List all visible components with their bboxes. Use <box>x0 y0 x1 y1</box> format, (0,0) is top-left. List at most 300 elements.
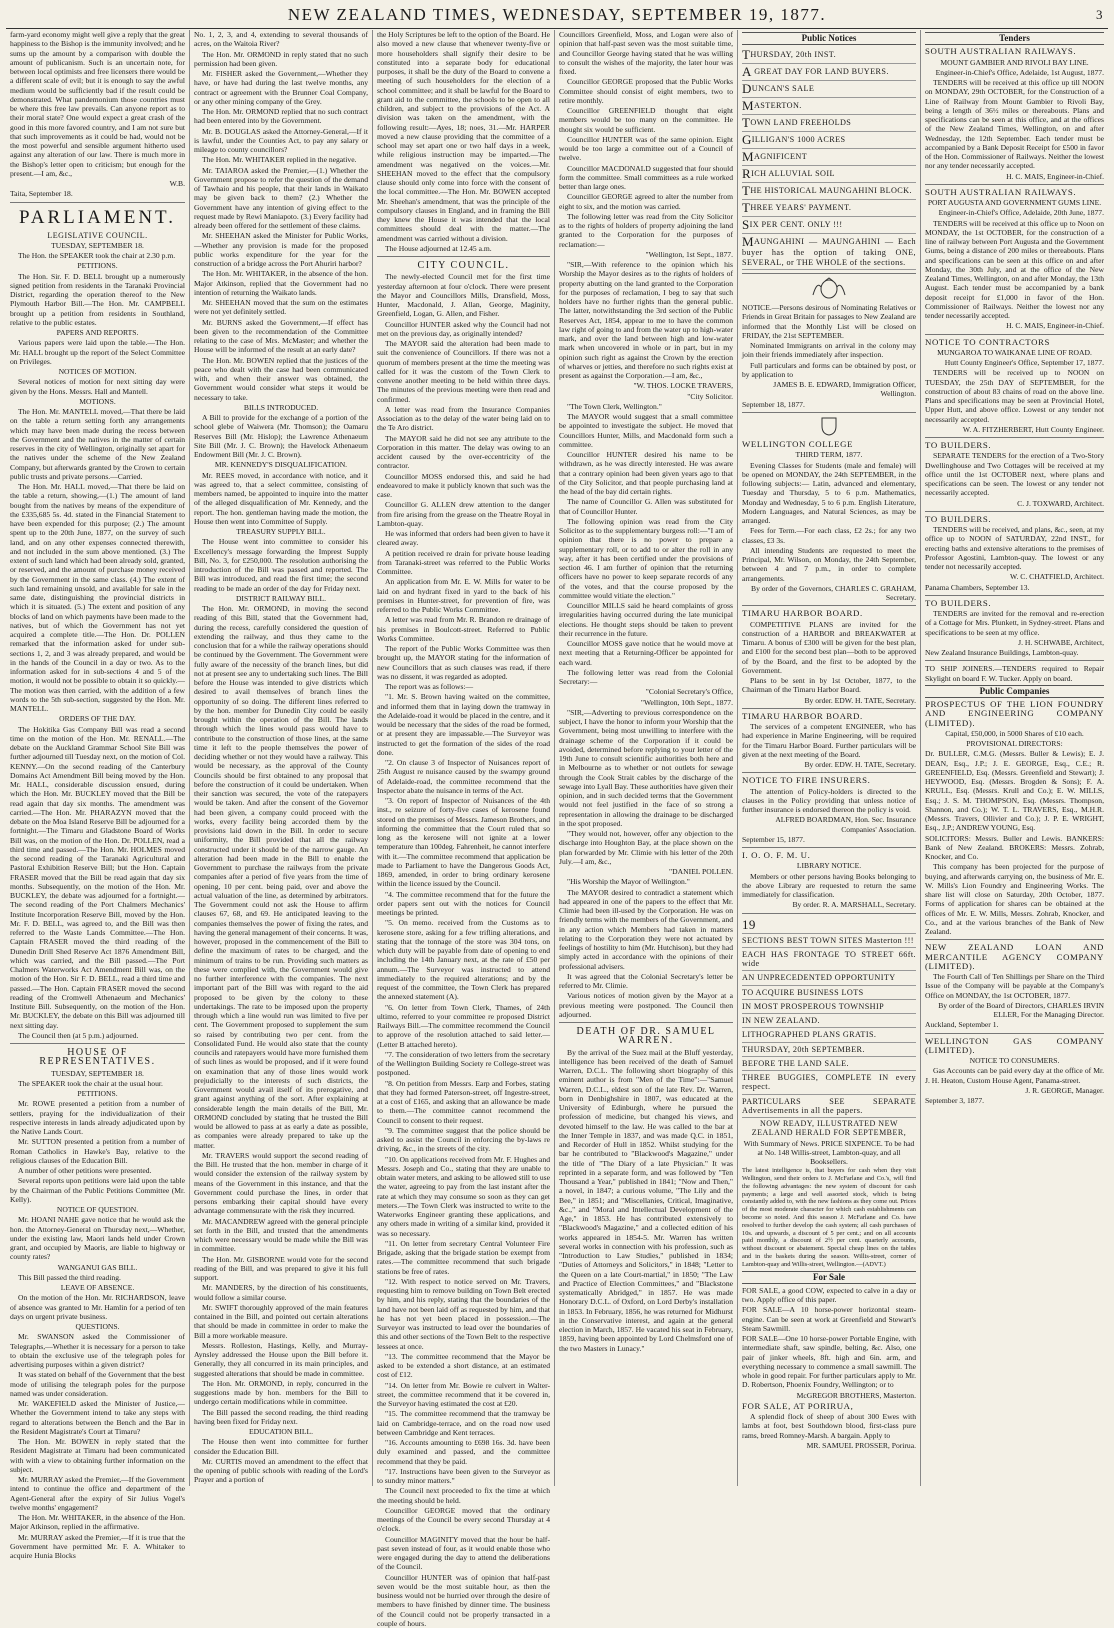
paragraph: Full particulars and forms can be obtained by post, or by application to <box>742 361 916 380</box>
lc-title: LEGISLATIVE COUNCIL. <box>10 231 185 240</box>
prospectus-directors: Dr. BULLER, C.M.G. (Messrs. Buller & Lewis); E. J. DEAN, Esq., J.P.; J. E. GEORGE, Esq., C.E.; R. GREENFIELD, Esq. (Messrs. Greenfield and Stewart); J. HEYWOOD, Esq. (Messrs. Brogden & Sons); F. A. KRULL, Esq. (Messrs. Krull and Co.); E. W. MILLS, Esq.; J. S. M. THOMPSON, Esq. (Messrs. Thompson, Shannon, and Co.); W. T. L. TRAVERS, Esq., M.H.R. (Messrs. Travers, Ollivier and Co.); J. P. E. WRIGHT, Esq., J.P.; ANDREW YOUNG, Esq. <box>925 749 1104 832</box>
column-5 <box>737 30 920 1486</box>
date: September 18, 1877. <box>742 400 916 409</box>
signature: By order of the Governors, CHARLES C. GRAHAM, Secretary. <box>742 584 916 603</box>
fire-head: NOTICE TO FIRE INSURERS. <box>742 776 916 785</box>
masthead-title: NEW ZEALAND TIMES, WEDNESDAY, SEPTEMBER 19, 1877. <box>288 5 826 24</box>
paragraph: The report was as follows:— <box>377 682 550 691</box>
acrostic-text: ICH ALLUVIAL SOIL <box>751 169 835 178</box>
paragraph: "SIR,—With reference to the opinion which his Worship the Mayor desires as to the rights of holders of property abutting on the land granted to the Corporation for the purposes of reclamation, I beg to say that such holders have no further rights than the general public. The latter, notwithstanding the 3rd section of the Public Reserves Act, 1854, appear to me to have the common law right of going to and from the water up to high-water mark, and over the land between high and low-water mark when uncovered in whole or in part, but in my opinion such right as against the Crown by the erection of wharves or jetties, and therefore no such rights exist at present as against the Corporation.—I am, &c., <box>559 260 733 380</box>
letter-body: farm-yard economy might well give a reply that the great happiness to the Bishop is the immunity involved; and he sums up the amount by a comparison with double the amount of publicanism. Such is an uncertain note, for between local optimists and free licensers there would be a different scale of evil; but it is enough to say the awful medium would be sufficiently bad if the result could be demonstrated. What pandemonium those countries must be where this free law prevails. Can anyone report as to their moral state? One would expect a great crash of the good in this more favored country, and I am not sure but that such improvements as it could be had, would not be the most powerful and sensible argument hitherto used against any alteration of our law. There is much more in the Bishop's letter open to criticism; but enough for the present.—I am, &c., <box>10 30 185 178</box>
sections-line: EACH HAS FRONTAGE TO STREET 66ft. wide <box>742 948 916 972</box>
paragraph: An application from Mr. E. W. Mills for water to be laid on and hydrant fixed in yard to the back of his premises in Hunter-street, for prevention of fire, was referred to the Public Works Committee. <box>377 577 550 614</box>
subhead: EDUCATION BILL. <box>194 1427 368 1436</box>
paragraph: The MAYOR said the alteration had been made to suit the convenience of Councillors. If there was not a quorum of members present at the time the meeting was called for it was the custom of the Town Clerk to convene another meeting to be held within three days. The minutes of the previous meeting were then read and confirmed. <box>377 339 550 404</box>
paragraph: "13. The committee recommend that the Mayor be asked to be extended a short distance, at an estimated cost of £12. <box>377 1352 550 1380</box>
paragraph: Councillor MOSS gave notice that he would move at next meeting that a Returning-Officer be appointed for each ward. <box>559 639 733 667</box>
immigration-notice-head: NOTICE.—Persons desirous of Nominating Relatives or Friends in Great Britain for passages to New Zealand are informed that the Monthly List will be closed on FRIDAY, the 21st SEPTEMBER. <box>742 303 916 340</box>
divider <box>925 184 1104 185</box>
parliament-title: PARLIAMENT. <box>10 207 185 229</box>
paragraph: Nominated Immigrants on arrival in the colony may join their friends immediately after inspection. <box>742 341 916 360</box>
prospectus-directors-head: PROVISIONAL DIRECTORS: <box>925 739 1104 748</box>
masthead <box>6 4 1108 29</box>
tender-from: Engineer-in-Chief's Office, Adelaide, 1st August, 1877. <box>925 68 1104 77</box>
subhead: BILLS INTRODUCED. <box>194 403 368 412</box>
acrostic-line <box>742 64 916 81</box>
lc-date: TUESDAY, SEPTEMBER 18. <box>10 241 185 250</box>
paragraph: The name of Councillor G. Allen was substituted for that of Councillor Hunter. <box>559 497 733 516</box>
paragraph: Several reports upon petitions were laid upon the table by the Chairman of the Public Petitions Committee (Mr. Kelly). <box>10 1176 185 1204</box>
for-sale-item: FOR SALE—One 10 horse-power Portable Engine, with intermediate shaft, saw spindle, belting, &c. Also, one pair of jinker wheels, 8ft. high and 6in. arm, and everything necessary to commence a small sawmill. The whole in good repair. For further particulars apply to Mr. D. Robertson, Phoenix Foundry, Wellington; or to <box>742 1334 916 1390</box>
acrostic-text: GREAT DAY FOR LAND BUYERS. <box>752 67 889 76</box>
paragraph: "SIR,—Adverting to previous correspondence on the subject, I have the honor to inform your Worship that the Government, being most unwilling to interfere with the drainage scheme of the Corporation if it could be avoided, determined before replying to your letter of the 19th June to consult scientific authorities both here and in Melbourne as to whether or not outlets for sewage through the Cook Strait cables by the discharge of the sewage into Lyall Bay. These authorities have given their opinion, and in such decided terms that the Government would not feel justified in the face of so strong a representation in allowing the drainage to be discharged in the spot proposed. <box>559 708 733 828</box>
paragraph: The following letter was read from the City Solicitor as to the rights of holders of property adjoining the land granted to the Corporation for the purposes of reclamation:— <box>559 212 733 249</box>
signature: ALFRED BOARDMAN, Hon. Sec. Insurance Companies' Association. <box>742 815 916 834</box>
paragraph: TENDERS will be received at this office up till NOON on MONDAY, 29th OCTOBER, for the Construction of a Line of Railway from Mount Gambier to Rivoli Bay, being a length of 36½ miles or thereabouts. Plans and specifications can be seen at this office, and at the offices of the New Zealand Times, Wellington, on and after Wednesday, the 12th September. Each tender must be accompanied by a Bank Deposit Receipt for £500 in favor of the Hon. Commissioner of Railways. Neither the lowest nor any tender necessarily accepted. <box>925 78 1104 171</box>
signature: McGREGOR BROTHERS, Masterton. <box>742 1391 916 1400</box>
paragraph: The attention of Policy-holders is directed to the clauses in the Policy providing that unless notice of further insurance is endorsed thereon the policy is void. <box>742 787 916 815</box>
paragraph: "Colonial Secretary's Office, <box>559 687 733 696</box>
paragraph: Evening Classes for Students (male and female) will be opened on MONDAY, the 24th SEPTEMBER, in the following subjects:— Latin, advanced and elementary, Tuesday and Thursday, 5 to 6 p.m. Mathematics, Monday and Wednesday, 5 to 6 p.m. English Literature, Modern Languages, and Natural Sciences, as may be arranged. <box>742 461 916 526</box>
signature: JAMES B. E. EDWARD, Immigration Officer, Wellington. <box>742 380 916 399</box>
paragraph: The House went into committee to consider his Excellency's message forwarding the Imprest Supply Bill, No. 3, for £250,000. The resolution authorising the introduction of the Bill was passed and reported. The Bill was introduced, and read the first time; the second reading to be made an order of the day for Friday next. <box>194 537 368 593</box>
signature: C. J. TOXWARD, Architect. <box>925 499 1104 508</box>
tender-from: Engineer-in-Chief's Office, Adelaide, 20th June, 1877. <box>925 208 1104 217</box>
paragraph: The Hon. Sir. F. D. BELL brought up a numerously signed petition from residents in the Taranaki Provincial District, regarding the operation thereof to the New Plymouth Harbor Bill.—The Hon. Mr. CAMPBELL brought up a petition from residents in Southland, relative to the public estates. <box>10 272 185 328</box>
paragraph: "Wellington, 10th Sept., 1877. <box>559 698 733 707</box>
acrostic-text: HE HISTORICAL MAUNGAHINI BLOCK. <box>750 186 912 195</box>
paragraph: Fees for Term.—For each class, £2 2s.; for any two classes, £3 3s. <box>742 526 916 545</box>
illustrated-body: With Summary of News. PRICE SIXPENCE. To be had at No. 148 Willis-street, Lambton-quay, and all Booksellers. <box>742 1139 916 1167</box>
paragraph: The Council next proceeded to fix the time at which the meeting should be held. <box>377 1486 550 1505</box>
college-sub: THIRD TERM, 1877. <box>742 450 916 459</box>
signature: J. R. GEORGE, Manager. <box>925 1086 1104 1095</box>
paragraph: Mr. CURTIS moved an amendment to the effect that the opening of public schools with reading of the Lord's Prayer and a portion of <box>194 1457 368 1485</box>
paragraph: "4. The committee recommend that for the future the order papers sent out with the notices for Council meetings be printed. <box>377 890 550 918</box>
signature: W. C. CHATFIELD, Architect. <box>925 572 1104 581</box>
acrostic-text: ASTERTON. <box>754 101 802 110</box>
acrostic-line <box>742 183 916 200</box>
paragraph: The Hon. Mr. WHITAKER, in the absence of the Hon. Major Atkinson, replied in the affirmative. <box>10 1513 185 1532</box>
signature: W. A. FITZHERBERT, Hutt County Engineer. <box>925 425 1104 434</box>
acrostic-text: HURSDAY, 20th INST. <box>750 50 836 59</box>
paragraph: He was informed that orders had been given to have it cleared away. <box>377 529 550 548</box>
paragraph: Councillor MOSS endorsed this, and said he had endeavored to make it publicly known that such was the case. <box>377 472 550 500</box>
columns <box>6 30 1108 1486</box>
signature: By order of the Board of Directors, CHARLES IRVIN ELLER, For the Managing Director. <box>925 1001 1104 1020</box>
paragraph: The Council then (at 5 p.m.) adjourned. <box>10 1031 185 1040</box>
death-title: DEATH OF DR. SAMUEL WARREN. <box>559 1027 733 1046</box>
divider <box>742 708 916 709</box>
paragraph: Mr. MANDERS, by the direction of his constituents, would follow a similar course. <box>194 1283 368 1302</box>
paragraph: "9. The committee suggest that the police should be asked to assist the Council in enforcing the by-laws re driving, &c., in the streets of the city. <box>377 1126 550 1154</box>
paragraph: Councillor GEORGE moved that the ordinary meetings of the Council be every second Thursday at 4 o'clock. <box>377 1506 550 1534</box>
paragraph: Mr. TAIAROA asked the Premier,—(1.) Whether the Government propose to refer the question of the demand of Tawhaio and his people, that their lands in Waikato may be given back to them? (2.) Whether the Government have any intention of giving effect to the request made by Rewi Maniapoto. (3.) Every facility had already been offered for the settlement of these claims. <box>194 166 368 231</box>
acrostic-letter: M <box>742 149 754 164</box>
sections-line: THREE BUGGIES, COMPLETE IN every respect. <box>742 1071 916 1095</box>
acrostic-line <box>742 217 916 234</box>
hr-date: TUESDAY, SEPTEMBER 18. <box>10 1069 185 1078</box>
sections-line: IN MOST PROSPEROUS TOWNSHIP <box>742 1000 916 1014</box>
acrostic-line <box>742 166 916 183</box>
divider <box>925 437 1104 438</box>
paragraph: TENDERS will be received up to NOON on TUESDAY, the 25th DAY of SEPTEMBER, for the construction of about 83 chains of road on the above line. Plans and specifications may be seen at Provincial Hotel, Upper Hutt, and above office. Lowest or any tender not necessarily accepted. <box>925 368 1104 424</box>
for-sale-item: FOR SALE—A 10 horse-power horizontal steam-engine. Can be seen at work at Greenfield and Stewart's Steam Sawmill. <box>742 1305 916 1333</box>
paragraph: TENDERS will be received at this office up to Noon on MONDAY, the 1st OCTOBER, for the construction of a line of railway between Port Augusta and the Government Gums, being a distance of 200 miles or thereabouts. Plans and specifications can be seen at this office on and after Monday, the 30th July, and at the office of the New Zealand Times, Wellington, on and after Monday, the 13th August. Each tender must be accompanied by a bank deposit receipt for £1,000 in favor of the Hon. Commissioner of Railways. Neither the lowest nor any tender necessarily accepted. <box>925 219 1104 321</box>
sections-list <box>742 934 916 1119</box>
paragraph: "7. The consideration of two letters from the secretary of the Wellington Building Society re College-street was postponed. <box>377 1050 550 1078</box>
library-head: LIBRARY NOTICE. <box>742 861 916 870</box>
date: September 3, 1877. <box>925 1096 1104 1105</box>
sections-line: TO ACQUIRE BUSINESS LOTS <box>742 986 916 1000</box>
acrostic-text: IX PER CENT. ONLY !!! <box>750 220 843 229</box>
paragraph: The Hon. Mr. ORMOND, in reply, concurred in the suggestions made by hon. members for the Bill to undergo certain modifications while in committee. <box>194 1379 368 1407</box>
paragraph: The Hon. Mr. GISBORNE would vote for the second reading of the Bill, and was prepared to give it his full support. <box>194 1255 368 1283</box>
tender-head: TO BUILDERS. <box>925 441 1104 450</box>
paragraph: The SPEAKER took the chair at the usual hour. <box>10 1079 185 1088</box>
tender-sub: MUNGAROA TO WAIKANAE LINE OF ROAD. <box>925 348 1104 357</box>
paragraph: Mr. FISHER asked the Government,—Whether they have, or have had during the last twelve months, any contract or agreement with the Brunner Coal Company, or any other mining company of the Grey. <box>194 69 368 106</box>
paragraph: Councillor MACDONALD suggested that four should form the committee. Small committees as a rule worked better than large ones. <box>559 164 733 192</box>
prospectus-capital: Capital, £50,000, in 5000 Shares of £10 each. <box>925 729 1104 738</box>
paragraph: Mr. SWANSON asked the Commissioner of Telegraphs,—Whether it is necessary for a person to take to obtain the exclusive use of the telegraph poles for advertising purposes within a given district? <box>10 1332 185 1369</box>
date: Panama Chambers, September 13. <box>925 583 1104 592</box>
subhead: MR. KENNEDY'S DISQUALIFICATION. <box>194 460 368 469</box>
acrostic-line <box>742 132 916 149</box>
paragraph: The Hon. Mr. MANTELL moved,—That there be laid on the table a return setting forth any arrangements which may have been made during the recess between the Government and the natives in the matter of certain reserves in the city of Wellington, originally set apart for the natives under the scheme of the New Zealand Company, but afterwards granted by the Crown to certain public trusts and private persons.—Carried. <box>10 407 185 481</box>
section-header-public-notices: Public Notices <box>742 32 916 45</box>
paragraph: A letter was read from Mr. R. Brandon re drainage of his premises in Boulcott-street. Referred to Public Works Committee. <box>377 615 550 643</box>
paragraph: "8. On petition from Messrs. Earp and Forbes, stating that they had formed Paterson-street, off Ingestre-street, at a cost of £165, and asking that an allowance be made to them.—The committee cannot recommend the Council to consent to their request. <box>377 1079 550 1125</box>
paragraph: The Hon. Mr. WHITAKER replied in the negative. <box>194 155 368 164</box>
signature: H. C. MAIS, Engineer-in-Chief. <box>925 321 1104 330</box>
paragraph: Members or other persons having Books belonging to the above Library are requested to return the same immediately for classification. <box>742 872 916 900</box>
divider <box>742 847 916 848</box>
paragraph: Mr. MURRAY asked the Premier,—If it is true that the Government have permitted Mr. F. A. Whitaker to acquire Hunia Blocks <box>10 1533 185 1561</box>
paragraph: The Hon. Mr. BOWEN replied that the justices of the peace who dealt with the case had been communicated with, and when their answer was obtained, the Government would consider what steps it would be necessary to take. <box>194 356 368 402</box>
signature: By order. EDW. H. TATE, Secretary. <box>742 760 916 769</box>
paragraph: The House adjourned at 12.45 a.m. <box>377 244 550 253</box>
paragraph: This Bill passed the third reading. <box>10 1273 185 1282</box>
paragraph: Plans to be sent in by 1st October, 1877, to the Chairman of the Timaru Harbor Board. <box>742 676 916 695</box>
acrostic-letter: R <box>742 166 751 181</box>
paragraph: "2. On clause 3 of Inspector of Nuisances report of 25th August re nuisance caused by the swampy ground of Adelaide-road, the committee recommend that the Inspector abate the nuisance in terms of the Act. <box>377 758 550 795</box>
paragraph: Councillor GREENFIELD thought that eight members would be too many on the committee. He thought six would be sufficient. <box>559 106 733 134</box>
for-sale-item: FOR SALE, a good COW, expected to calve in a day or two. Apply office of this paper. <box>742 1286 916 1305</box>
subhead: ORDERS OF THE DAY. <box>10 714 185 723</box>
paragraph: "17. Instructions have been given to the Surveyor as to sundry minor matters." <box>377 1467 550 1486</box>
paragraph: COMPETITIVE PLANS are invited for the construction of a HARBOR and BREAKWATER at Timaru. A bonus of £300 will be given for the best plan, and £100 for the second best plan—both to be approved of by the Board, and the first to be adopted by the Government. <box>742 620 916 676</box>
paragraph: A letter was read from the Insurance Companies Association as to the delay of the water being laid on to the Te Aro district. <box>377 405 550 433</box>
letter-dateline: Taita, September 18. <box>10 189 185 198</box>
hr-title: HOUSE OF REPRESENTATIVES. <box>10 1048 185 1067</box>
paragraph: On the motion of the Hon. Mr. RICHARDSON, leave of absence was granted to Mr. Hamlin for a period of ten days on urgent private business. <box>10 1293 185 1321</box>
paragraph: "11. On letter from secretary Central Volunteer Fire Brigade, asking that the brigade station be exempt from rates.—The committee recommend that such brigade stations be free of rates. <box>377 1239 550 1276</box>
paragraph: Councillor HUNTER was of the same opinion. Eight would be too large a committee out of a Council of twelve. <box>559 135 733 163</box>
paragraph: The following opinion was read from the City Solicitor as to the supplementary burgess roll:—"I am of opinion that there is no power to prepare a supplementary roll, or to add to or alter the roll in any way, after it has been certified under the provisions of section 46. I am further of opinion that the returning officers have no power to keep separate records of any of the votes, and that the course proposed by the committee would vitiate the election." <box>559 517 733 600</box>
section-header-tenders: Tenders <box>925 32 1104 45</box>
sections-ad <box>742 917 916 1119</box>
paragraph: Mr. SHEEHAN asked the Minister for Public Works,—Whether any provision is made for the proposed public works expenditure for the year for the construction of a bridge across the Port Ahuriri harbor? <box>194 231 368 268</box>
acrostic-text: ILLIGAN'S 1000 ACRES <box>752 135 846 144</box>
timaru-head: TIMARU HARBOR BOARD. <box>742 609 916 618</box>
acrostic-line <box>742 115 916 132</box>
paragraph: Various papers were laid upon the table.—The Hon. Mr. HALL brought up the report of the Select Committee on Privileges. <box>10 338 185 366</box>
subhead: TREASURY SUPPLY BILL. <box>194 527 368 536</box>
tender-sub: PORT AUGUSTA AND GOVERNMENT GUMS LINE. <box>925 198 1104 207</box>
paragraph: SEPARATE TENDERS for the erection of a Two-Story Dwellinghouse and Two Cottages will be received at my office until the 1st OCTOBER next, where plans and specifications can be seen. The lowest or any tender not necessarily accepted. <box>925 451 1104 497</box>
acrostic-text: OWN LAND FREEHOLDS <box>750 118 851 127</box>
divider <box>925 660 1104 661</box>
sections-line: THURSDAY, 20th SEPTEMBER. <box>742 1043 916 1057</box>
paragraph: "1. Mr. S. Brown having waited on the committee, and informed them that in laying down the tramway in the Adelaide-road it would be placed in the centre, and it would be necessary that the sides of the road be formed, or at present they are impassable.—The Surveyor was instructed to get the formation of the sides of the road done. <box>377 692 550 757</box>
tender-head: TO BUILDERS. <box>925 599 1104 608</box>
paragraph: Councillor MAGINITY moved that the hour be half-past seven instead of four, as it would enable those who were engaged during the day to attend the deliberations of the Council. <box>377 1535 550 1572</box>
paragraph: Messrs. Rolleston, Hastings, Kelly, and Murray-Aynsley addressed the House upon the Bill before it. Generally, they all concurred in its main principles, and suggested alterations that should be made in committee. <box>194 1341 368 1378</box>
divider <box>925 939 1104 940</box>
subhead: PETITIONS. <box>10 261 185 270</box>
paragraph: Councillor HUNTER desired his name to be withdrawn, as he was directly interested. He was aware that a contrary opinion had been given years ago to that of the City Solicitor, and that people purchasing land at the head of the bay did certain rights. <box>559 450 733 496</box>
paragraph: A Bill to provide for the exchange of a portion of the school glebe of Waiwera (Mr. Thomson); the Oamaru Reserves Bill (Mr. Hislop); the Lawrence Athenaeum Site Bill (Mr. J. C. Brown); the Havelock Athenaeum Endowment Bill (Mr. J. C. Brown). <box>194 413 368 459</box>
paragraph: "DANIEL POLLEN. <box>559 867 733 876</box>
divider <box>925 595 1104 596</box>
ship-joiners: TO SHIP JOINERS.—TENDERS required to Repair Skylight on board F. W. Tucker. Apply on board. <box>925 664 1104 683</box>
tender-head: NOTICE TO CONTRACTORS <box>925 338 1104 347</box>
gas-sub: NOTICE TO CONSUMERS. <box>925 1056 1104 1065</box>
sections-line: IN NEW ZEALAND. <box>742 1014 916 1028</box>
paragraph: "The Town Clerk, Wellington." <box>559 402 733 411</box>
paragraph: It was stated on behalf of the Government that the best mode of utilising the telegraph poles for the purpose named was under consideration. <box>10 1370 185 1398</box>
acrostic-line <box>742 81 916 98</box>
signature: MR. SAMUEL PROSSER, Porirua. <box>742 1441 916 1450</box>
paragraph: Mr. TRAVERS would support the second reading of the Bill. He trusted that the hon. member in charge of it would consider the extension of the railway system by means of the Government in this instance, and that the Government could purchase the lines, in order that persons embarking their capital should have every advantage commensurate with the risk they incurred. <box>194 1151 368 1216</box>
divider <box>742 273 916 274</box>
paragraph: Councillor GEORGE agreed to alter the number from eight to six, and the motion was carried. <box>559 192 733 211</box>
tender-from: Hutt County Engineer's Office, September 17, 1877. <box>925 358 1104 367</box>
coat-of-arms-icon <box>742 277 916 301</box>
date: September 15, 1877. <box>742 835 916 844</box>
paragraph: TENDERS will be received, and plans, &c., seen, at my office up to NOON of SATURDAY, 22nd INST., for erecting baths and extensive alterations to the premises of Professor Agostini, Lambton-quay. The lowest or any tender not necessarily accepted. <box>925 525 1104 571</box>
paragraph: The following letter was read from the Colonial Secretary:— <box>559 668 733 687</box>
paragraph: "His Worship the Mayor of Wellington." <box>559 877 733 886</box>
paragraph: "6. On letter from Town Clerk, Thames, of 24th ultimo, referred to your committee re proposed District Railways Bill.—The committee recommend the Council to approve of the resolution attached to said letter.—(Letter B attached hereto). <box>377 1003 550 1049</box>
acrostic-text: AGNIFICENT <box>754 152 807 161</box>
paragraph: Councillor HUNTER was of opinion that half-past seven would be the most suitable hour, as then the business would not be hurried over through the desire of members to have finished by dinner time. The business of the Council could not be properly transacted in a couple of hours. <box>377 1573 550 1628</box>
divider <box>742 772 916 773</box>
paragraph: The MAYOR said he did not see any attribute to the Corporation in this matter. The delay was owing to an accident caused by the over-eccentricity of the contractor. <box>377 434 550 471</box>
page-number: 3 <box>1096 4 1104 26</box>
paragraph: Councillor G. ALLEN drew attention to the danger from fire arising from the grease on the Theatre Royal in Lambton-quay. <box>377 500 550 528</box>
divider <box>377 256 550 257</box>
divider <box>742 913 916 914</box>
paragraph: "W. THOS. LOCKE TRAVERS, <box>559 381 733 390</box>
section-header-for-sale: For Sale <box>742 1271 916 1284</box>
paragraph: Councillor GEORGE proposed that the Public Works Committee should consist of eight members, two to retire monthly. <box>559 77 733 105</box>
subhead: MOTIONS. <box>10 397 185 406</box>
city-council-title: CITY COUNCIL. <box>377 261 550 270</box>
acrostic-line <box>742 234 916 270</box>
paragraph: "15. The committee recommend that the tramway be laid on Cambridge-terrace, and on the road now used between Cambridge and Kent terraces. <box>377 1409 550 1437</box>
paragraph: A splendid flock of sheep of about 300 Ewes with lambs at foot, best Southdown blood, first-class pure rams, breed Romney-Marsh. A bargain. Apply to <box>742 1412 916 1440</box>
acrostic-letter: A <box>742 64 752 79</box>
signature: By order. EDW. H. TATE, Secretary. <box>742 696 916 705</box>
paragraph: the Holy Scriptures be left to the option of the Board. He also moved a new clause that whenever twenty-five or more householders shall signify their desire to be constituted into a separate body for educational purposes, it shall be the duty of the Board to convene a meeting of such householders for the election of a school committee; and it shall be lawful for the Board to grant aid to the committee, the schools to be open to all children, and subject to the provisions of the Act. A division was taken on the amendment, with the following result:—Ayes, 18; noes, 31.—Mr. HARPER moved a new clause providing that the committee of a school may set apart one or two half days in a week, while religious instruction may be imparted.—The amendment was negatived on the voices.—Mr. SHEEHAN moved to the effect that the compulsory clause should only come into force with the consent of the local committee.—The Hon. Mr. BOWEN accepted Mr. Sheehan's amendment, that was the principle of the compulsory clauses in England, and in framing the Bill they knew the House it was intended that the local committees should deal with the matter.—The amendment was carried without a division. <box>377 30 550 243</box>
sections-line: PARTICULARS SEE SEPARATE Advertisements in all the papers. <box>742 1095 916 1119</box>
paragraph: The Hon. Mr. WHITAKER, in the absence of the hon. Major Atkinson, replied that the Government had no intention of returning the Waikato lands. <box>194 269 368 297</box>
acrostic-letter: D <box>742 81 752 96</box>
subhead: PETITIONS. <box>10 1089 185 1098</box>
acrostic-letter: T <box>742 47 750 62</box>
tender-sub: MOUNT GAMBIER AND RIVOLI BAY LINE. <box>925 58 1104 67</box>
sections-line: SECTIONS BEST TOWN SITES Masterton !!! <box>742 934 916 948</box>
tender-head: SOUTH AUSTRALIAN RAILWAYS. <box>925 188 1104 197</box>
subhead: WANGANUI GAS BILL. <box>10 1263 185 1272</box>
divider <box>925 1033 1104 1034</box>
subhead: NOTICE OF QUESTION. <box>10 1205 185 1214</box>
paragraph: Mr. HOANI NAHE gave notice that he would ask the hon. the Attorney-General on Thursday next,—Whether, under the existing law, Maori lands held under Crown grant, and occupied by Maoris, are liable to highway or county rates? <box>10 1215 185 1261</box>
paragraph: Mr. B. DOUGLAS asked the Attorney-General,—If it is lawful, under the Counties Act, to pay any salary or mileage to county councillors? <box>194 127 368 155</box>
divider <box>925 511 1104 512</box>
tender-head: TO BUILDERS. <box>925 515 1104 524</box>
acrostic-letter: M <box>742 98 754 113</box>
paragraph: Mr. SUTTON presented a petition from a number of Roman Catholics in Hawke's Bay, relative to the religious clauses of the Education Bill. <box>10 1137 185 1165</box>
paragraph: Mr. MACANDREW agreed with the general principle set forth in the Bill, and trusted that the amendments which were necessary would be made while the Bill was in committee. <box>194 1217 368 1254</box>
tender-head: SOUTH AUSTRALIAN RAILWAYS. <box>925 47 1104 56</box>
paragraph: The Hon. Mr. HALL moved,—That there be laid on the table a return, showing,—(1.) The amount of land bought from the natives by means of the expenditure of the £335,685 5s. 4d. stated in the Financial Statement to have been expended for this purpose; (2.) The amount spent up to the 20th June, 1877, on the survey of such land, and on any other expenses connected therewith, and not included in the sum above mentioned. (3.) The extent of such land which had been already sold, granted, or reserved, and the amount of purchase money received by the Government in the same class. (4.) The extent of such land remaining unsold, and available for sale in the same date, distinguishing the provincial districts in which it is situated. (5.) The extent and position of any blocks of land on which payments have been made to the natives, but of which the Government has not yet acquired a complete title.—The Hon. Dr. POLLEN remarked that the information asked for under sub-sections 1, 2, and 3 was already prepared, and would be in the hands of the Council in a day or two. As to the information asked for in sub-sections 4 and 5 of the motion, it would not be possible to obtain it so quickly.—The motion was then carried, with the addition of a few words to the 5th sub-section, suggested by the Hon. Mr. MANTELL. <box>10 482 185 713</box>
acrostic-line <box>742 200 916 217</box>
paragraph: This company has been projected for the purpose of buying, and afterwards carrying on, the business of Mr. E. W. Mills's Lion Foundry and Engineering Works. The share list will close on Saturday, 20th October, 1877. Forms of application for shares can be obtained at the offices of Mr. E. W. Mills, Messrs. Zohrab, Knocker, and Co., and at the various branches of the Bank of New Zealand. <box>925 862 1104 936</box>
column-6 <box>920 30 1108 1486</box>
signature: H. C. MAIS, Engineer-in-Chief. <box>925 172 1104 181</box>
column-1 <box>6 30 189 1486</box>
paragraph: By the arrival of the Suez mail at the Bluff yesterday, intelligence has been received of the death of Samuel Warren, D.C.L. The following short biography of this eminent author is from "Men of the Time":—"Samuel Warren, D.C.L., eldest son of the late Rev. Dr. Warren, born in Denbighshire in 1807, was educated at the University of Edinburgh, where he pursued the profession of medicine, but changed his views, and devoted himself to the law. He was called to the bar at the Inner Temple in 1837, and was made Q.C. in 1851, and Recorder of Hull in 1852. Whilst studying for the bar he contributed to "Blackwood's Magazine," under the title of "The Diary of a late Physician." It was reprinted in a separate form, and was followed by "Ten Thousand a Year," published in 1841; "Now and Then," a novel, in 1847; a curious volume, "The Lily and the Bee," in 1851; and "Miscellanies, Critical, Imaginative, &c.," and "Moral and Intellectual Development of the Age," in 1853. He has contributed extensively to "Blackwood's Magazine," and a collected edition of his works appeared in 1854-5. Mr. Warren has written several works in connection with his profession, such as "Introduction to Law Studies," published in 1834; "Duties of Attorneys and Solicitors," in 1848; "Letter to the Queen on a late Court-martial," in 1850; "The Law and Practice of Election Committees," and "Blackstone systematically Abridged," in 1857. He was made Honorary D.C.L. of Oxford, on Lord Derby's installation in 1853. In February, 1856, he was returned for Midhurst in the Conservative interest, and again at the general election in March, 1857. He vacated his seat in February, 1859, having been appointed by Lord Chelmsford one of the two Masters in Lunacy." <box>559 1048 733 1353</box>
college-head: WELLINGTON COLLEGE <box>742 440 916 449</box>
paragraph: "Wellington, 1st Sept., 1877. <box>559 250 733 259</box>
subhead: LEAVE OF ABSENCE. <box>10 1283 185 1292</box>
illustrated-head: NOW READY, ILLUSTRATED NEW ZEALAND HERALD FOR SEPTEMBER, <box>742 1119 916 1138</box>
fine-print: The latest intelligence is, that buyers for cash when they visit Wellington, send their orders to J. McFarlane and Co.'s, will find the following advantages: the new system of discount for cash payments; a large and well assorted stock, which is being constantly added to, with the new fashions as they come out. Prices of the most moderate character for which cash establishments can become so noted. And this season J. McFarlane and Co. have resolved to further develop the cash system; all cash purchases of 10s. and upwards, a discount of 5 per cent.; and on all accounts paid monthly, a discount of 2½ per cent. quarterly accounts, without discount or abatement. Special cheap lines on the tables and in the baskets during the season. Willis-street, corner of Lambton-quay and Willis-street, Wellington.—(ADVT.) <box>742 1167 916 1268</box>
sections-line: LITHOGRAPHED PLANS GRATIS. <box>742 1028 916 1042</box>
paragraph: The House then went into committee for further consider the Education Bill. <box>194 1437 368 1456</box>
divider <box>10 202 185 203</box>
paragraph: "City Solicitor. <box>559 392 733 401</box>
acrostic-letter: T <box>742 115 750 130</box>
acrostic-text: AUNGAHINI — MAUNGAHINI — Each buyer has the option of taking ONE, SEVERAL, or THE WHOLE of the sections. <box>742 237 916 266</box>
acrostic-letter: T <box>742 183 750 198</box>
subhead: PAPERS AND REPORTS. <box>10 328 185 337</box>
paragraph: The Hon. Mr. ORMOND, in moving the second reading of this Bill, stated that the Government had, during the recess, carefully considered the question of extending the railway, and thus they came to the conclusion that for a while the railway operations should be continued by the Government. The Government were fully aware of the necessity of the branch lines, but did not at present see any to undertaking such lines. The Bill before the House was intended to give districts which desired to avail themselves of branch lines the opportunity of so doing. The different lines referred to by the hon. member for Dunedin City could be easily brought within the operation of the Bill. The lands through which the lines would pass would have to contribute to the construction of those lines, at the same time it left to the people themselves the power of deciding whether or not they would have a railway. This would be necessary, as the approval of the County Councils should be first obtained to any proposal that before the construction of it could be undertaken. When their sanction was secured, the vote of the ratepayers would be taken. And after the consent of the Governor had been given, a company could proceed with the works, every facility being accorded them by the provisions laid down in the Bill. In order to secure uniformity, the Bill provided that all the railway constructed under it should be of the narrow gauge. An alteration had been made in the Bill to enable the Government to purchase the railways from the private companies after a period of five years from the time of opening, 10 per cent. being paid, over and above the actual valuation of the line, as determined by arbitrators. The Government could not ask the House to affirm clauses 67, 68, and 69. He anticipated leaving to the companies themselves the power of fixing the rates, and having the general management of their concerns. It was, however, proposed in the commencement of the Bill to define the maximum of rates to be charged, and the minimum of trains to be run. Providing such matters as these were complied with, the Government would give no further interference with the companies. The next important part of the Bill was with regard to the aid proposed to be given by the colony to these undertakings. The rate to be imposed upon the property through which a line would run was limited to five per cent. The Government proposed to supplement the sum so raised by contributing two per cent. from the Consolidated Fund. He would also state that the county councils and ratepayers would have more furnished them of such lines as would be proposed, and if it were found on examination that any of those lines would work prejudicially to the interests of such districts, the Government would avail itself of its prerogative, and grant against anything of the sort. After explaining at considerable length the main details of the Bill, Mr. ORMOND concluded by stating that he trusted the Bill would be allowed to pass at as early a date as possible, as companies were already prepared to take up the matter. <box>194 604 368 1150</box>
paragraph: "10. On applications received from Mr. F. Hughes and Messrs. Joseph and Co., stating that they are unable to obtain water meters, and asking to be allowed still to use the water, agreeing to pay from the last instant after the rate at which they may consume so soon as they can get meters.—The Town Clerk was instructed to write to the Waterworks Engineer granting these applications, and any others made in writing of a similar kind, provided it was so necessary. <box>377 1155 550 1238</box>
divider <box>742 412 916 413</box>
paragraph: Mr. SHEEHAN moved that the sum on the estimates were not yet definitely settled. <box>194 298 368 317</box>
nzloan-head: NEW ZEALAND LOAN AND MERCANTILE AGENCY COMPANY (LIMITED). <box>925 943 1104 971</box>
paragraph: Gas Accounts can be paid every day at the office of Mr. J. H. Heaton, Custom House Agent, Panama-street. <box>925 1066 1104 1085</box>
acrostic-line <box>742 47 916 64</box>
divider <box>742 605 916 606</box>
paragraph: A number of other petitions were presented. <box>10 1166 185 1175</box>
paragraph: "16. Accounts amounting to £698 16s. 3d. have been duly examined and passed, and the committee recommend that they be paid. <box>377 1438 550 1466</box>
paragraph: Councillors Greenfield, Moss, and Logan were also of opinion that half-past seven was the most suitable time, and Councillor George having stated that he was willing to consult the wishes of the majority, the later hour was fixed. <box>559 30 733 76</box>
paragraph: "They would not, however, offer any objection to the discharge into Houghton Bay, at the place shown on the plan forwarded by Mr. Climie with his letter of the 20th July.—I am, &c., <box>559 829 733 866</box>
paragraph: "12. With respect to notice served on Mr. Travers, requesting him to remove building on Town Belt erected by him, and his reply, stating that the boundaries of the land have not been laid off as requested by him, and that he has not yet been placed in possession.—The Surveyor was instructed to lead over the boundaries of this and other sections of the Town Belt to the respective lessees at once. <box>377 1277 550 1351</box>
acrostic-text: HREE YEARS' PAYMENT. <box>750 203 851 212</box>
acrostic-letter: G <box>742 132 752 147</box>
paragraph: The Bill passed the second reading, the third reading having been fixed for Friday next. <box>194 1408 368 1427</box>
paragraph: The Hon. Mr. ORMOND replied that no such contract had been entered into by the Government. <box>194 107 368 126</box>
paragraph: The Hon. Mr. BOWEN in reply stated that the Resident Magistrate at Timaru had been communicated with with a view to obtaining further information on the subject. <box>10 1437 185 1474</box>
crest-icon <box>742 416 916 438</box>
paragraph: The report of the Public Works Committee was then brought up, the MAYOR stating for the information of new Councillors that as such clauses was read, if there was no dissent, it was regarded as adopted. <box>377 644 550 681</box>
divider <box>10 1043 185 1044</box>
paragraph: The MAYOR would suggest that a small committee be appointed to investigate the subject. He moved that Councillors Hunter, Mills, and Macdonald form such a committee. <box>559 412 733 449</box>
date: Auckland, September 1. <box>925 1020 1104 1029</box>
letter-signoff: W.B. <box>10 179 185 188</box>
column-3 <box>372 30 554 1486</box>
section-header-public-companies: Public Companies <box>925 685 1104 698</box>
paragraph: Various notices of motion given by the Mayor at a previous meeting were postponed. The Council then adjourned. <box>559 991 733 1019</box>
paragraph: "14. On letter from Mr. Bowie re culvert in Walter-street, the committee recommend that it be covered in, the Surveyor having estimated the cost at £20. <box>377 1381 550 1409</box>
paragraph: Councillor HUNTER asked why the Council had not met on the previous day, as originally intended? <box>377 320 550 339</box>
prospectus-head: PROSPECTUS OF THE LION FOUNDRY AND ENGINEERING COMPANY (LIMITED). <box>925 700 1104 728</box>
subhead: QUESTIONS. <box>10 1322 185 1331</box>
paragraph: TENDERS are invited for the removal and re-erection of a Cottage for Mrs. Plunkett, in Sydney-street. Plans and specifications to be seen at my office. <box>925 609 1104 637</box>
paragraph: The MAYOR desired to contradict a statement which had appeared in one of the papers to the effect that Mr. Climie had been ill-used by the Corporation. He was on friendly terms with the members of the Government, and in any action which Members had taken in matters relating to the Corporation they were not actuated by feelings of hostility to him (Mr. Hutchison), but they had simply acted in accordance with the opinions of their professional advisers. <box>559 888 733 971</box>
subhead: DISTRICT RAILWAY BILL. <box>194 594 368 603</box>
paragraph: Several notices of motion for next sitting day were given by the Hons. Messrs. Hall and Mantell. <box>10 377 185 396</box>
paragraph: The newly-elected Council met for the first time yesterday afternoon at four o'clock. There were present the Mayor and Councillors Mills, Dransfield, Moss, Hunter, Macdonald, J. Allan, George, Maginity, Greenfield, Logan, G. Allen, and Fisher. <box>377 272 550 318</box>
acrostic-ad <box>742 47 916 270</box>
paragraph: A petition received re drain for private house leading from Taranaki-street was referred to the Public Works Committee. <box>377 549 550 577</box>
gas-head: WELLINGTON GAS COMPANY (LIMITED). <box>925 1037 1104 1056</box>
sections-number: 19 <box>742 917 916 934</box>
divider <box>559 1022 733 1023</box>
acrostic-line <box>742 98 916 115</box>
paragraph: It was agreed that the Colonial Secretary's letter be referred to Mr. Climie. <box>559 972 733 991</box>
signature: By order. R. A. MARSHALL, Secretary. <box>742 900 916 909</box>
date: New Zealand Insurance Buildings, Lambton-quay. <box>925 648 1104 657</box>
timaru-head: TIMARU HARBOR BOARD. <box>742 712 916 721</box>
acrostic-line <box>742 149 916 166</box>
acrostic-letter: T <box>742 200 750 215</box>
paragraph: "5. On memo. received from the Customs as to kerosene store, asking for a few trifling alterations, and stating that the tonnage of the store was 304 tons, on which duty will be payable from date of opening to end including the 14th January next, at the rate of £50 per annum.—The Surveyor was instructed to attend immediately to the required alterations; and by the request of the committee, the Town Clerk has prepared the annexed statement (A). <box>377 918 550 1001</box>
prospectus-solicitors: SOLICITORS: Messrs. Buller and Lewis. BANKERS: Bank of New Zealand. BROKERS: Messrs. Zohrab, Knocker, and Co. <box>925 834 1104 862</box>
paragraph: Councillor MILLS said he heard complaints of gross irregularities having occurred during the late municipal elections. He thought steps should be taken to prevent their recurrence in the future. <box>559 601 733 638</box>
subhead: NOTICES OF MOTION. <box>10 367 185 376</box>
divider <box>925 334 1104 335</box>
paragraph: No. 1, 2, 3, and 4, extending to several thousands of acres, on the Waitoia River? <box>194 30 368 49</box>
paragraph: The services of a competent ENGINEER, who has had experience in Marine Engineering, will be required for the Timaru Harbor Board. Further particulars will be given at the next meeting of the Board. <box>742 722 916 759</box>
paragraph: The Hokitika Gas Company Bill was read a second time on the motion of the Hon. Mr. RENALL.—The debate on the Auckland Grammar School Site Bill was further adjourned till Tuesday next, on the motion of Col. KENNY.—On the second reading of the Canterbury Domains Act Amendment Bill being moved by the Hon. Mr. HALL, considerable discussion ensued, during which the Hon. Mr. BUCKLEY moved that the Bill be read again that day six months. The amendment was carried.—The Hon. Mr. PHARAZYN moved that the debate on the Moa Island Reserve Bill be adjourned for a fortnight.—The Timaru and Gladstone Board of Works Bill was, on the motion of the Hon. Dr. POLLEN, read a third time and passed.—The Hon. Mr. HOLMES moved the second reading of the Taranaki Agricultural and Pastoral Exhibition Reserve Bill; but the Hon. Captain FRASER moved that the Bill be read again that day six months. Subsequently, on the motion of the Hon. Mr. BUCKLEY, the debate was adjourned for a fortnight.—The second reading of the Port Chalmers Mechanics' Institute Incorporation Reserve Bill, moved by the Hon. Mr. F. D. BELL, was agreed to, and the Bill was then referred to the Waste Lands Committee.—The Hon. Captain FRASER moved the third reading of the Dunedin Drill Shed Reserve Act 1876 Amendment Bill, which was carried, and the Bill passed.—The Port Chalmers Waterworks Act Amendment Bill was, on the motion of the Hon. Sir F. D. BELL, read a third time and passed.—The Hon. Captain FRASER moved the second reading of the Cromwell Athenaeum and Mechanics' Institute Bill. Subsequently, on the motion of the Hon. Mr. BUCKLEY, the debate on this Bill was adjourned till next sitting day. <box>10 725 185 1030</box>
paragraph: Mr. SWIFT thoroughly approved of the main features contained in the Bill, and pointed out certain alterations that should be made in committee in order to make the Bill a more workable measure. <box>194 1303 368 1340</box>
acrostic-letter: S <box>742 217 750 232</box>
lc-open: The Hon. the SPEAKER took the chair at 2.30 p.m. <box>10 251 185 260</box>
sections-line: AN UNPRECEDENTED OPPORTUNITY <box>742 971 916 985</box>
paragraph: Mr. MURRAY asked the Premier,—If the Government intend to continue the office and department of the Agent-General after the expiry of Sir Julius Vogel's twelve months' engagement? <box>10 1475 185 1512</box>
paragraph: Mr. REES moved, in accordance with notice, and it was agreed to, that a select committee, consisting of members named, be appointed to inquire into the matter of the alleged disqualification of Mr. Kennedy, and the report. The hon. gentleman having made the motion, the House then went into Committee of Supply. <box>194 471 368 527</box>
paragraph: The Fourth Call of Ten Shillings per Share on the Third Issue of the Company will be payable at the Company's Office on MONDAY, the 1st OCTOBER, 1877. <box>925 972 1104 1000</box>
sections-line: BEFORE THE LAND SALE. <box>742 1057 916 1071</box>
acrostic-text: UNCAN'S SALE <box>752 84 814 93</box>
paragraph: Mr. ROWE presented a petition from a number of settlers, praying for the individualization of their respective interests in lands already adjudicated upon by the Native Lands Court. <box>10 1099 185 1136</box>
column-2 <box>189 30 372 1486</box>
acrostic-letter: M <box>742 234 754 249</box>
paragraph: Mr. BURNS asked the Government,—If effect has been given to the recommendation of the Committee relating to the case of Mrs. McMaster; and whether the House will be informed of the result at an early date? <box>194 318 368 355</box>
paragraph: The Hon. Mr. ORMOND in reply stated that no such permission had been given. <box>194 50 368 69</box>
column-4 <box>554 30 737 1486</box>
signature: J. H. SCHWABE, Architect, <box>925 638 1104 647</box>
porirua-head: FOR SALE, AT PORIRUA, <box>742 1402 916 1411</box>
paragraph: "3. On report of Inspector of Nuisances of the 4th inst., re seizure of forty-five cases of kerosene found stored on the premises of Messrs. Jameson Brothers, and informing the committee that the Court ruled that so long as the kerosene will not ignite at a lower temperature than 100deg. Fahrenheit, he cannot interfere with it.—The committee recommend that application be made to Parliament to have the Dangerous Goods Act, 1869, amended, in order to bring ordinary kerosene within the licence issued by the Council. <box>377 796 550 889</box>
